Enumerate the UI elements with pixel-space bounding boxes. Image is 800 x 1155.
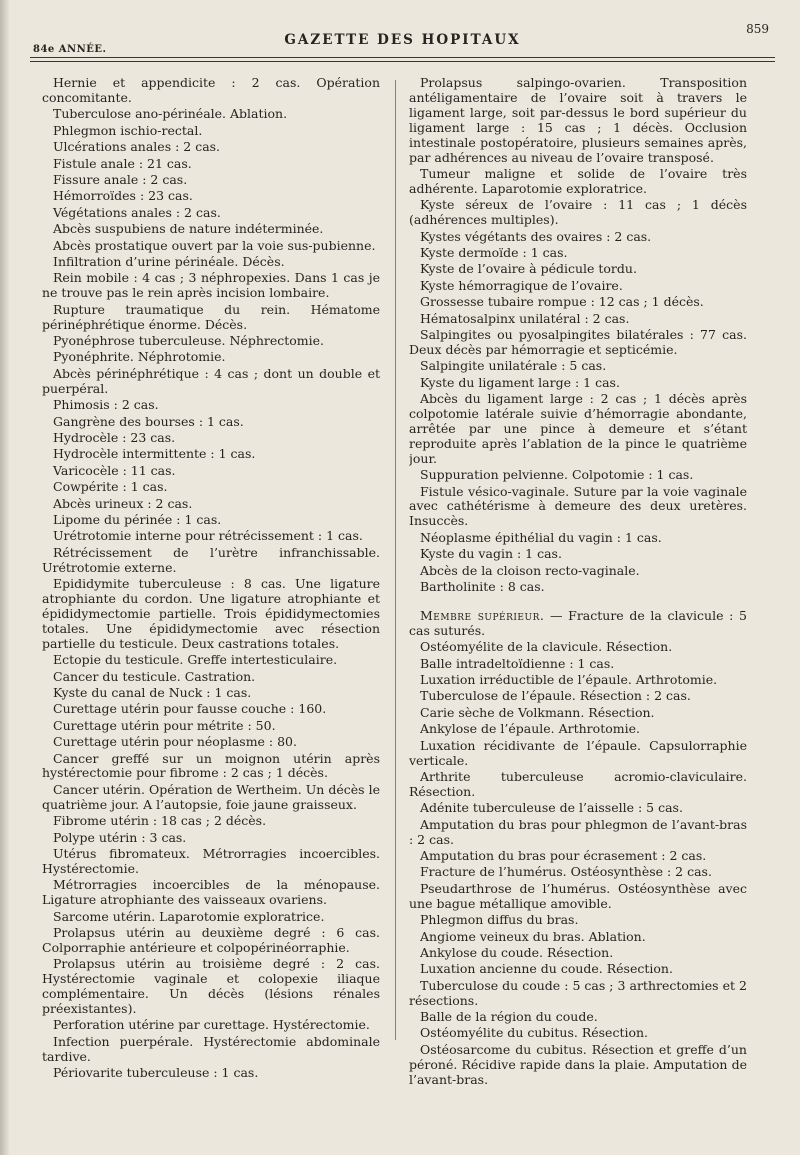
entry-paragraph: Cancer greffé sur un moignon utérin après hystérectomie pour fibrome : 2 cas ; 1 décès. — [42, 750, 380, 781]
entry-paragraph: Utérus fibromateux. Métrorragies incoercibles. Hystérectomie. — [42, 846, 380, 876]
entry-paragraph: Phlegmon ischio-rectal. — [53, 122, 203, 138]
entry-paragraph: Arthrite tuberculeuse acromio-claviculaire. Résection. — [409, 768, 747, 799]
entry-paragraph: Abcès de la cloison recto-vaginale. — [420, 562, 640, 578]
entry-paragraph: Végétations anales : 2 cas. — [53, 204, 221, 220]
entry-paragraph: Pyonéphrite. Néphrotomie. — [53, 349, 226, 365]
section-paragraph-membre-superieur — [409, 609, 747, 639]
entry-paragraph: Prolapsus utérin au deuxième degré : 6 cas. Colporraphie antérieure et colpopérinéorraphie. — [42, 925, 380, 955]
entry-paragraph: Abcès urineux : 2 cas. — [53, 495, 193, 511]
entry-paragraph: Hémorroïdes : 23 cas. — [53, 188, 193, 204]
entry-paragraph: Amputation du bras pour phlegmon de l’avant-bras : 2 cas. — [409, 816, 747, 847]
entry-paragraph: Balle de la région du coude. — [420, 1009, 598, 1025]
entry-paragraph: Fracture de l’humérus. Ostéosynthèse : 2 cas. — [420, 864, 712, 880]
entry-paragraph: Abcès périnéphrétique : 4 cas ; dont un double et puerpéral. — [42, 365, 380, 396]
entry-paragraph: Ostéosarcome du cubitus. Résection et greffe d’un péroné. Récidive rapide dans la plaie. Amputation de l’avant-bras. — [409, 1041, 747, 1087]
entry-paragraph: Curettage utérin pour métrite : 50. — [53, 717, 276, 733]
entry-paragraph: Rein mobile : 4 cas ; 3 néphropexies. Dans 1 cas je ne trouve pas le rein après incision lombaire. — [42, 270, 380, 301]
entry-paragraph: Ankylose du coude. Résection. — [420, 944, 614, 960]
entry-paragraph: Tumeur maligne et solide de l’ovaire très adhérente. Laparotomie exploratrice. — [409, 165, 747, 196]
entry-paragraph: Fistule anale : 21 cas. — [53, 155, 192, 171]
left-column — [42, 76, 380, 1136]
entry-paragraph: Rupture traumatique du rein. Hématome périnéphrétique énorme. Décès. — [42, 301, 380, 332]
entry-paragraph: Hydrocèle : 23 cas. — [53, 429, 176, 445]
entry-paragraph: Kyste du canal de Nuck : 1 cas. — [53, 684, 252, 700]
issue-year: 84e ANNÉE. — [33, 44, 107, 55]
entry-paragraph: Rétrécissement de l’urètre infranchissable. Urétrotomie externe. — [42, 544, 380, 575]
entry-paragraph: Varicocèle : 11 cas. — [53, 462, 176, 478]
entry-paragraph: Luxation récidivante de l’épaule. Capsulorraphie verticale. — [409, 737, 747, 768]
entry-paragraph: Hernie et appendicite : 2 cas. Opération concomitante. — [42, 76, 380, 105]
entry-paragraph: Curettage utérin pour néoplasme : 80. — [53, 734, 297, 750]
page-number: 859 — [746, 22, 769, 36]
entry-paragraph: Kyste dermoïde : 1 cas. — [420, 244, 568, 260]
entry-paragraph: Polype utérin : 3 cas. — [53, 829, 187, 845]
entry-paragraph: Cancer utérin. Opération de Wertheim. Un décès le quatrième jour. A l’autopsie, foie jaune graisseux. — [42, 781, 380, 812]
entry-paragraph: Kyste du ligament large : 1 cas. — [420, 374, 620, 390]
entry-paragraph: Fibrome utérin : 18 cas ; 2 décès. — [53, 813, 267, 829]
page-header — [30, 22, 775, 68]
entry-paragraph: Ostéomyélite du cubitus. Résection. — [420, 1025, 649, 1041]
header-rule-bottom — [30, 61, 775, 62]
section-intro-text: — Fracture de la clavicule : 5 cas suturés. — [409, 607, 747, 638]
entry-paragraph: Hydrocèle intermittente : 1 cas. — [53, 446, 256, 462]
entry-paragraph: Infection puerpérale. Hystérectomie abdominale tardive. — [42, 1033, 380, 1064]
right-column-membre-list — [409, 640, 747, 1087]
entry-paragraph: Epididymite tuberculeuse : 8 cas. Une ligature atrophiante du cordon. Une ligature atrophiante et épididymectomie partielle. Trois épididymectomies totales. Une épididymectomie avec résection partielle du testicule. Deux castrations totales. — [42, 576, 380, 651]
entry-paragraph: Curettage utérin pour fausse couche : 160. — [53, 701, 327, 717]
entry-paragraph: Carie sèche de Volkmann. Résection. — [420, 704, 655, 720]
entry-paragraph: Angiome veineux du bras. Ablation. — [420, 928, 646, 944]
entry-paragraph: Lipome du périnée : 1 cas. — [53, 511, 222, 527]
entry-paragraph: Fistule vésico-vaginale. Suture par la voie vaginale avec cathétérisme à demeure des deux uretères. Insuccès. — [409, 483, 747, 529]
entry-paragraph: Gangrène des bourses : 1 cas. — [53, 413, 244, 429]
entry-paragraph: Salpingite unilatérale : 5 cas. — [420, 358, 607, 374]
entry-paragraph: Prolapsus salpingo-ovarien. Transposition antéligamentaire de l’ovaire soit à travers le ligament large, soit par-dessus le bord supérieur du ligament large : 15 cas ; 1 décès. Occlusion intestinale postopératoire, plusieurs semaines après, par adhérences au niveau de l’ovaire transposé. — [409, 76, 747, 165]
entry-paragraph: Grossesse tubaire rompue : 12 cas ; 1 décès. — [420, 294, 704, 310]
entry-paragraph: Perforation utérine par curettage. Hystérectomie. — [53, 1017, 370, 1033]
entry-paragraph: Abcès suspubiens de nature indéterminée. — [53, 221, 324, 237]
entry-paragraph: Kyste de l’ovaire à pédicule tordu. — [420, 261, 637, 277]
entry-paragraph: Suppuration pelvienne. Colpotomie : 1 cas. — [420, 467, 694, 483]
entry-paragraph: Luxation irréductible de l’épaule. Arthrotomie. — [420, 672, 718, 688]
entry-paragraph: Ectopie du testicule. Greffe intertesticulaire. — [53, 652, 338, 668]
entry-paragraph: Kystes végétants des ovaires : 2 cas. — [420, 228, 652, 244]
right-column — [409, 76, 747, 1136]
entry-paragraph: Pseudarthrose de l’humérus. Ostéosynthèse avec une bague métallique amovible. — [409, 880, 747, 911]
entry-paragraph: Cancer du testicule. Castration. — [53, 668, 256, 684]
entry-paragraph: Métrorragies incoercibles de la ménopause. Ligature atrophiante des vaisseaux ovariens. — [42, 877, 380, 908]
entry-paragraph: Fissure anale : 2 cas. — [53, 171, 188, 187]
entry-paragraph: Ankylose de l’épaule. Arthrotomie. — [420, 721, 640, 737]
right-column-gyneco-list — [409, 76, 747, 595]
entry-paragraph: Sarcome utérin. Laparotomie exploratrice. — [53, 908, 325, 924]
entry-paragraph: Bartholinite : 8 cas. — [420, 579, 545, 594]
entry-paragraph: Ostéomyélite de la clavicule. Résection. — [420, 639, 673, 655]
entry-paragraph: Pyonéphrose tuberculeuse. Néphrectomie. — [53, 333, 325, 348]
entry-paragraph: Abcès prostatique ouvert par la voie sus-pubienne. — [53, 237, 376, 253]
binding-shadow — [0, 0, 10, 1155]
entry-paragraph: Phimosis : 2 cas. — [53, 397, 159, 413]
header-rule-top — [30, 57, 775, 58]
entry-paragraph: Kyste séreux de l’ovaire : 11 cas ; 1 décès (adhérences multiples). — [409, 197, 747, 228]
entry-paragraph: Périovarite tuberculeuse : 1 cas. — [53, 1065, 259, 1081]
entry-paragraph: Kyste du vagin : 1 cas. — [420, 546, 562, 562]
section-heading: Membre supérieur. — [420, 607, 545, 623]
entry-paragraph: Kyste hémorragique de l’ovaire. — [420, 277, 623, 293]
entry-paragraph: Luxation ancienne du coude. Résection. — [420, 961, 673, 977]
entry-paragraph: Balle intradeltoïdienne : 1 cas. — [420, 655, 615, 671]
entry-paragraph: Infiltration d’urine périnéale. Décès. — [53, 253, 285, 269]
column-divider — [395, 80, 396, 1040]
entry-paragraph: Ulcérations anales : 2 cas. — [53, 139, 221, 155]
entry-paragraph: Tuberculose de l’épaule. Résection : 2 cas. — [420, 688, 691, 704]
entry-paragraph: Hématosalpinx unilatéral : 2 cas. — [420, 310, 630, 326]
entry-paragraph: Néoplasme épithélial du vagin : 1 cas. — [420, 529, 662, 545]
journal-title: GAZETTE DES HOPITAUX — [284, 32, 521, 48]
entry-paragraph: Salpingites ou pyosalpingites bilatérales : 77 cas. Deux décès par hémorragie et septicémie. — [409, 327, 747, 357]
entry-paragraph: Urétrotomie interne pour rétrécissement : 1 cas. — [53, 528, 363, 544]
entry-paragraph: Phlegmon diffus du bras. — [420, 912, 579, 928]
entry-paragraph: Tuberculose ano-périnéale. Ablation. — [53, 106, 288, 122]
entry-paragraph: Abcès du ligament large : 2 cas ; 1 décès après colpotomie latérale suivie d’hémorragie abondante, arrêtée par une pince à demeure et s’étant reproduite après l’ablation de la pince le quatrième jour. — [409, 391, 747, 466]
entry-paragraph: Adénite tuberculeuse de l’aisselle : 5 cas. — [420, 800, 683, 816]
entry-paragraph: Cowpérite : 1 cas. — [53, 479, 168, 495]
entry-paragraph: Tuberculose du coude : 5 cas ; 3 arthrectomies et 2 résections. — [409, 977, 747, 1008]
entry-paragraph: Amputation du bras pour écrasement : 2 cas. — [420, 848, 707, 863]
entry-paragraph: Prolapsus utérin au troisième degré : 2 cas. Hystérectomie vaginale et colopexie iliaque complémentaire. Un décès (lésions rénales préexistantes). — [42, 956, 380, 1017]
